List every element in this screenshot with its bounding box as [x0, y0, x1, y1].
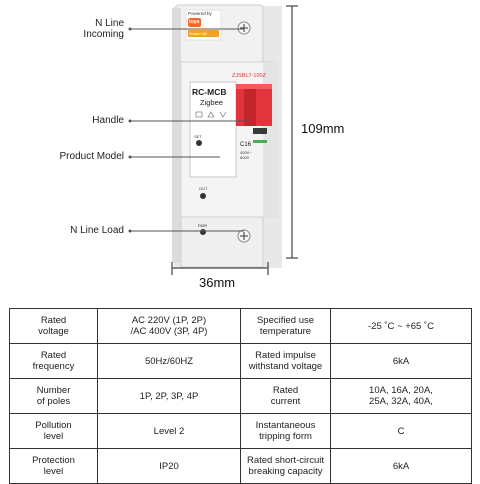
- spec-row: [10, 309, 472, 344]
- spec-label: Rated frequency: [10, 344, 98, 379]
- spec-value: C: [331, 414, 472, 449]
- out-label: OUT: [199, 186, 208, 191]
- callout-n-line-load: N Line Load: [70, 225, 124, 236]
- callout-incoming-line1: N Line: [95, 18, 124, 29]
- spec-label: Number of poles: [10, 379, 98, 414]
- spec-label: Pollution level: [10, 414, 98, 449]
- spec-value: 1P, 2P, 3P, 4P: [98, 379, 241, 414]
- out-indicator: [200, 193, 206, 199]
- pair-label: PAIR: [198, 223, 208, 228]
- spec-value: 50Hz/60HZ: [98, 344, 241, 379]
- device-rating-sub-1: 400V~: [240, 150, 252, 155]
- callout-incoming-line2: Incoming: [83, 29, 124, 40]
- spec-row: [10, 414, 472, 449]
- spec-label: Protection level: [10, 449, 98, 484]
- side-rail: [172, 8, 181, 263]
- height-label: 109mm: [301, 121, 345, 136]
- spec-label: Rated impulse withstand voltage: [241, 344, 331, 379]
- height-dimension: [286, 6, 298, 258]
- spec-value: -25 ˚C ~ +65 ˚C: [331, 309, 472, 344]
- spec-value: 10A, 16A, 20A, 25A, 32A, 40A,: [331, 379, 472, 414]
- model-code: ZJSBL7-100Z: [232, 73, 266, 79]
- badge-brand-text: tuya: [189, 19, 200, 25]
- bottom-terminal-block: [181, 217, 263, 267]
- device-rating: C16: [240, 142, 252, 148]
- device-rating-sub-2: 6000: [240, 155, 249, 160]
- callout-handle: Handle: [92, 115, 124, 126]
- spec-table: [9, 308, 472, 484]
- spec-label: Rated voltage: [10, 309, 98, 344]
- set-label: SET: [194, 134, 202, 139]
- spec-value: 6kA: [331, 344, 472, 379]
- spec-label: Rated short-circuit breaking capacity: [241, 449, 331, 484]
- spec-label: Specified use temperature: [241, 309, 331, 344]
- pair-button: [200, 229, 206, 235]
- spec-label: Instantaneous tripping form: [241, 414, 331, 449]
- badge-bottom-text: Smart Life: [189, 31, 208, 36]
- spec-value: 6kA: [331, 449, 472, 484]
- status-window: [253, 128, 267, 134]
- spec-row: [10, 344, 472, 379]
- badge-top-text: Powered by: [188, 11, 212, 16]
- set-button: [196, 140, 202, 146]
- spec-label: Rated current: [241, 379, 331, 414]
- spec-row: [10, 379, 472, 414]
- callout-product-model: Product Model: [59, 151, 124, 162]
- spec-value: Level 2: [98, 414, 241, 449]
- device-protocol: Zigbee: [200, 98, 223, 107]
- spec-value: AC 220V (1P, 2P) /AC 400V (3P, 4P): [98, 309, 241, 344]
- spec-value: IP20: [98, 449, 241, 484]
- width-label: 36mm: [199, 275, 236, 290]
- device-title: RC-MCB: [192, 87, 227, 97]
- spec-row: [10, 449, 472, 484]
- callout-n-line-incoming: [40, 18, 124, 40]
